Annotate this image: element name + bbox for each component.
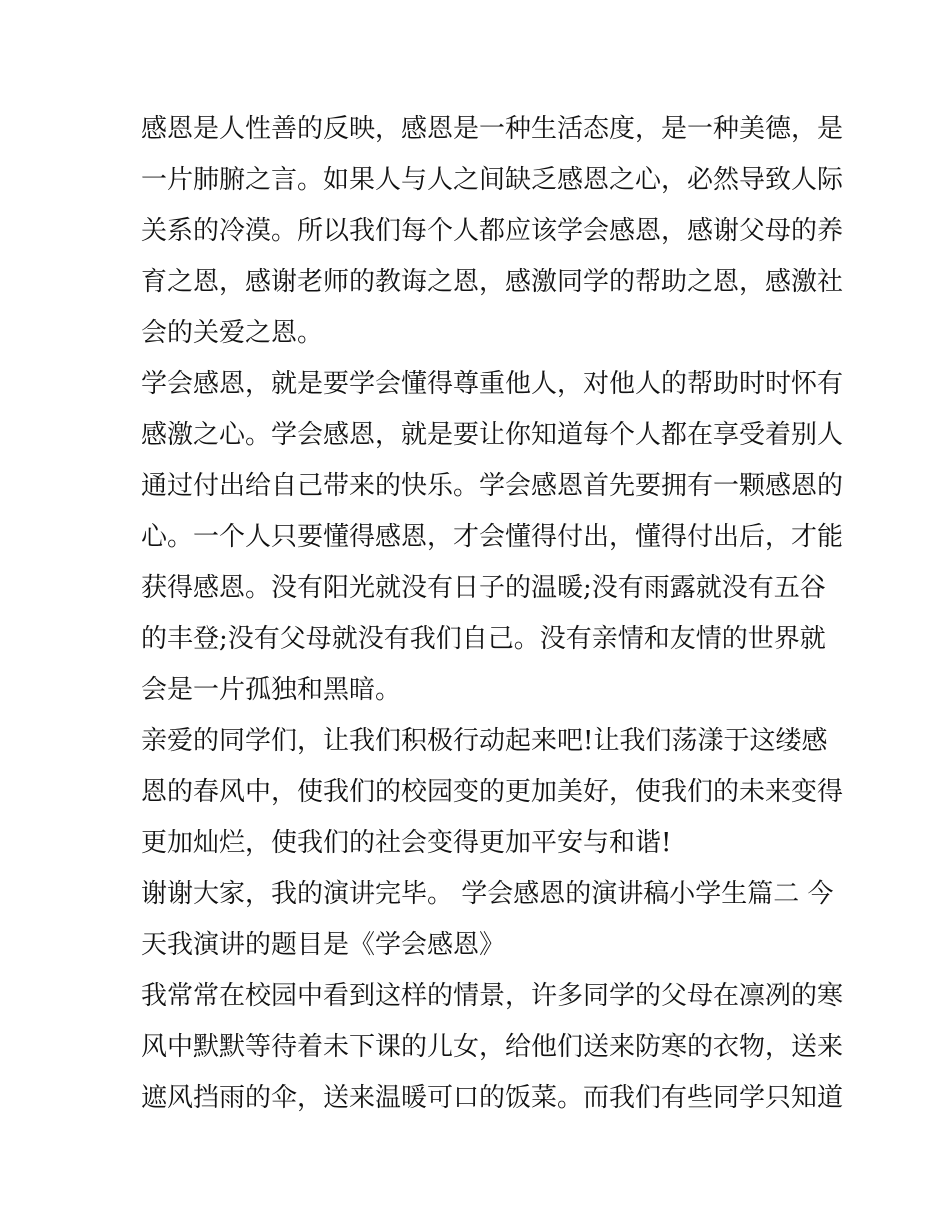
text-line: 获得感恩。没有阳光就没有日子的温暖;没有雨露就没有五谷 (141, 573, 826, 603)
text-line: 一片肺腑之言。如果人与人之间缺乏感恩之心，必然导致人际 (141, 165, 844, 195)
text-line: 育之恩，感谢老师的教诲之恩，感激同学的帮助之恩，感激社 (141, 267, 844, 297)
text-line: 恩的春风中，使我们的校园变的更加美好，使我们的未来变得 (141, 777, 844, 807)
text-line: 我常常在校园中看到这样的情景，许多同学的父母在凛冽的寒 (141, 981, 844, 1011)
text-line: 会是一片孤独和黑暗。 (141, 675, 402, 705)
text-line: 更加灿烂，使我们的社会变得更加平安与和谐! (141, 828, 672, 858)
text-line: 天我演讲的题目是《学会感恩》 (141, 930, 506, 960)
text-line: 遮风挡雨的伞，送来温暖可口的饭菜。而我们有些同学只知道 (141, 1083, 844, 1113)
body-text (141, 104, 844, 1124)
text-line: 感激之心。学会感恩，就是要让你知道每个人都在享受着别人 (141, 420, 844, 450)
text-line: 谢谢大家，我的演讲完毕。 学会感恩的演讲稿小学生篇二 今 (141, 879, 834, 909)
text-line: 的丰登;没有父母就没有我们自己。没有亲情和友情的世界就 (141, 624, 826, 654)
text-line: 学会感恩，就是要学会懂得尊重他人，对他人的帮助时时怀有 (141, 369, 844, 399)
text-line: 感恩是人性善的反映，感恩是一种生活态度，是一种美德，是 (141, 114, 844, 144)
text-line: 心。一个人只要懂得感恩，才会懂得付出，懂得付出后，才能 (141, 522, 844, 552)
text-line: 关系的冷漠。所以我们每个人都应该学会感恩，感谢父母的养 (141, 216, 844, 246)
text-line: 风中默默等待着未下课的儿女，给他们送来防寒的衣物，送来 (141, 1032, 844, 1062)
text-line: 通过付出给自己带来的快乐。学会感恩首先要拥有一颗感恩的 (141, 471, 844, 501)
text-line: 会的关爱之恩。 (141, 318, 324, 348)
text-line: 亲爱的同学们，让我们积极行动起来吧!让我们荡漾于这缕感 (141, 726, 828, 756)
